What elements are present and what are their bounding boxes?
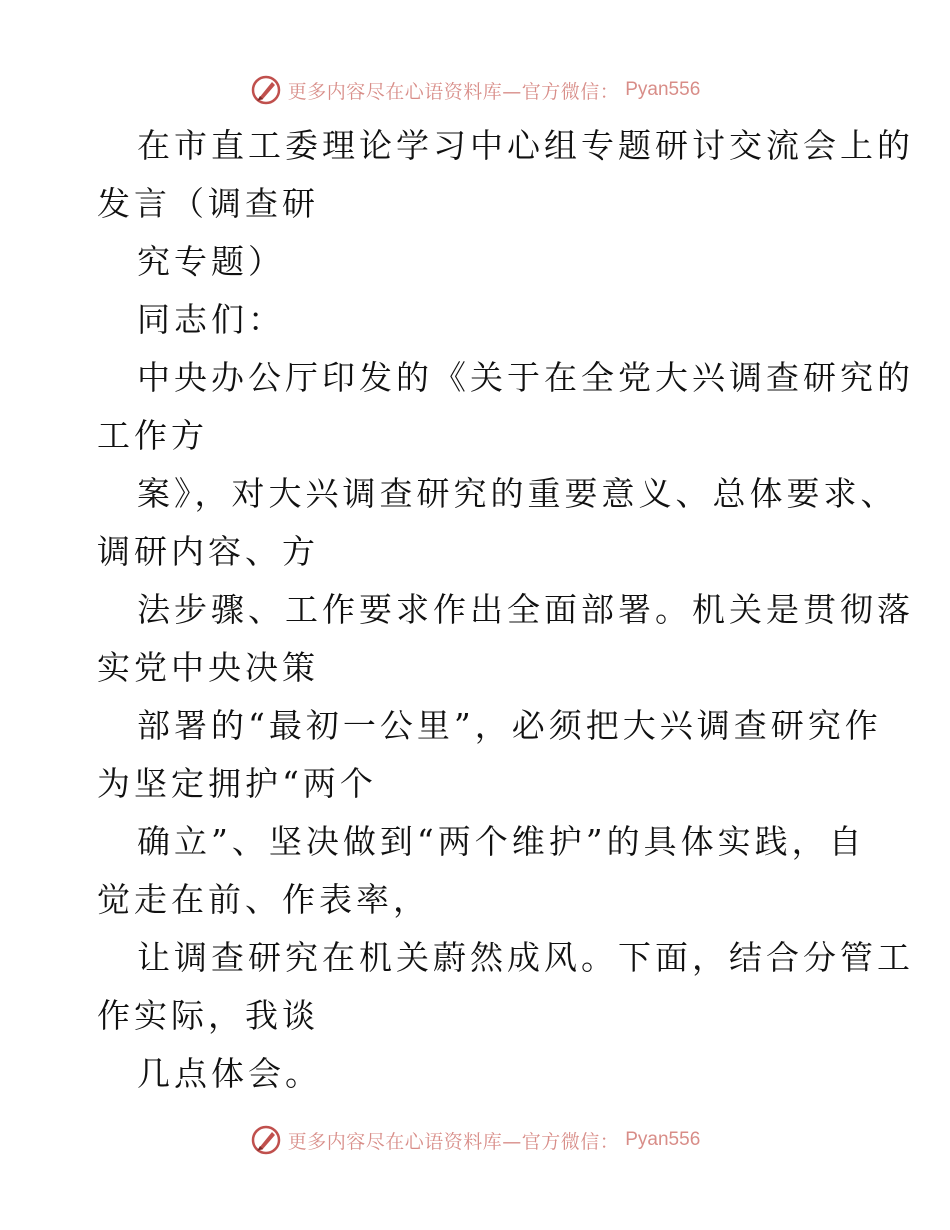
watermark-account: Pyan556: [625, 1129, 701, 1150]
quill-pen-logo-icon: [250, 74, 282, 106]
quill-pen-logo-icon: [250, 1124, 282, 1156]
watermark-account: Pyan556: [625, 79, 701, 100]
text-line: 法步骤、工作要求作出全面部署。机关是贯彻落: [137, 590, 914, 629]
text-line: 觉走在前、作表率，: [97, 880, 430, 919]
text-line: 部署的“最初一公里”，必须把大兴调查研究作: [137, 706, 882, 745]
text-line: 作实际，我谈: [97, 996, 319, 1035]
text-line: 工作方: [97, 416, 208, 455]
watermark-footer: [0, 1120, 950, 1160]
text-line: 案》，对大兴调查研究的重要意义、总体要求、: [137, 474, 898, 513]
text-line: 让调查研究在机关蔚然成风。下面，结合分管工: [137, 938, 914, 977]
text-line: 调研内容、方: [97, 532, 319, 571]
text-line: 实党中央决策: [97, 648, 319, 687]
watermark-text: 更多内容尽在心语资料库—官方微信：: [287, 1130, 620, 1153]
text-line: 为坚定拥护“两个: [97, 764, 377, 803]
text-line: 在市直工委理论学习中心组专题研讨交流会上的: [137, 126, 914, 165]
text-line: 究专题）: [137, 242, 285, 281]
watermark-text: 更多内容尽在心语资料库—官方微信：: [287, 80, 620, 103]
text-line: 发言（调查研: [97, 184, 319, 223]
text-line: 中央办公厅印发的《关于在全党大兴调查研究的: [137, 358, 914, 397]
watermark-header: [0, 70, 950, 110]
text-line: 确立”、坚决做到“两个维护”的具体实践，自: [137, 822, 866, 861]
text-line: 同志们：: [137, 300, 285, 339]
text-line: 几点体会。: [137, 1054, 322, 1093]
